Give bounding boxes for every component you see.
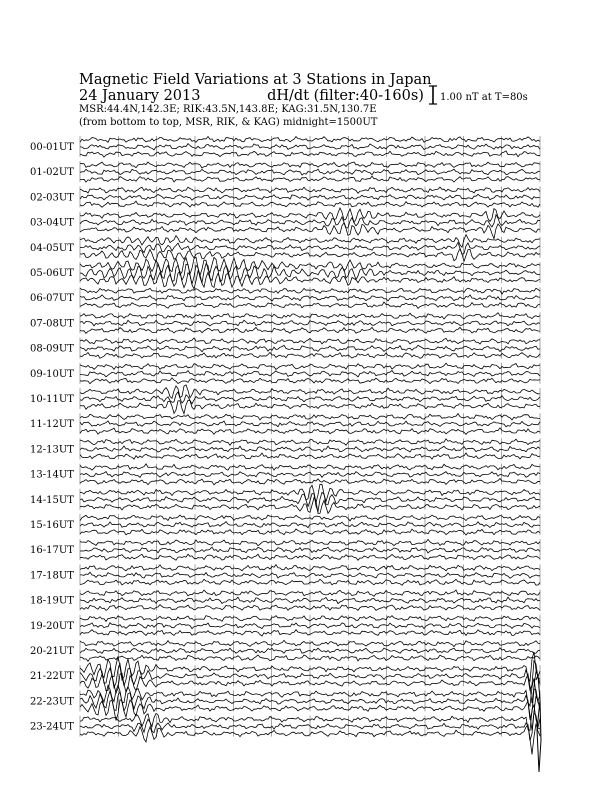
trace-order-note: (from bottom to top, MSR, RIK, & KAG) midnight=1500UT (79, 117, 378, 128)
scale-bar-label: 1.00 nT at T=80s (440, 92, 528, 103)
hour-label-17: 17-18UT (30, 570, 74, 582)
hour-label-2: 02-03UT (30, 192, 74, 204)
hour-label-1: 01-02UT (30, 167, 74, 179)
hour-label-6: 06-07UT (30, 293, 74, 305)
hour-label-12: 12-13UT (30, 444, 74, 456)
hour-label-16: 16-17UT (30, 545, 74, 557)
hour-label-4: 04-05UT (30, 242, 74, 254)
hour-label-18: 18-19UT (30, 595, 74, 607)
hour-label-19: 19-20UT (30, 620, 74, 632)
hour-label-23: 23-24UT (30, 721, 74, 733)
chart-quantity: dH/dt (filter:40-160s) (267, 88, 424, 104)
hour-label-21: 21-22UT (30, 671, 74, 683)
chart-date: 24 January 2013 (79, 88, 201, 104)
hour-label-8: 08-09UT (30, 343, 74, 355)
hour-label-14: 14-15UT (30, 494, 74, 506)
hour-label-15: 15-16UT (30, 520, 74, 531)
hour-label-5: 05-06UT (30, 268, 74, 279)
hour-label-3: 03-04UT (30, 217, 74, 229)
hour-label-9: 09-10UT (30, 368, 74, 380)
hour-label-10: 10-11UT (30, 394, 74, 405)
hour-label-0: 00-01UT (30, 142, 74, 153)
hour-label-22: 22-23UT (30, 696, 74, 708)
hour-label-13: 13-14UT (30, 469, 74, 481)
hour-label-11: 11-12UT (30, 419, 74, 431)
hour-label-20: 20-21UT (30, 646, 74, 657)
chart-title: Magnetic Field Variations at 3 Stations in Japan (79, 72, 432, 88)
hour-label-7: 07-08UT (30, 318, 74, 330)
station-coordinates: MSR:44.4N,142.3E; RIK:43.5N,143.8E; KAG:31.5N,130.7E (79, 104, 377, 115)
